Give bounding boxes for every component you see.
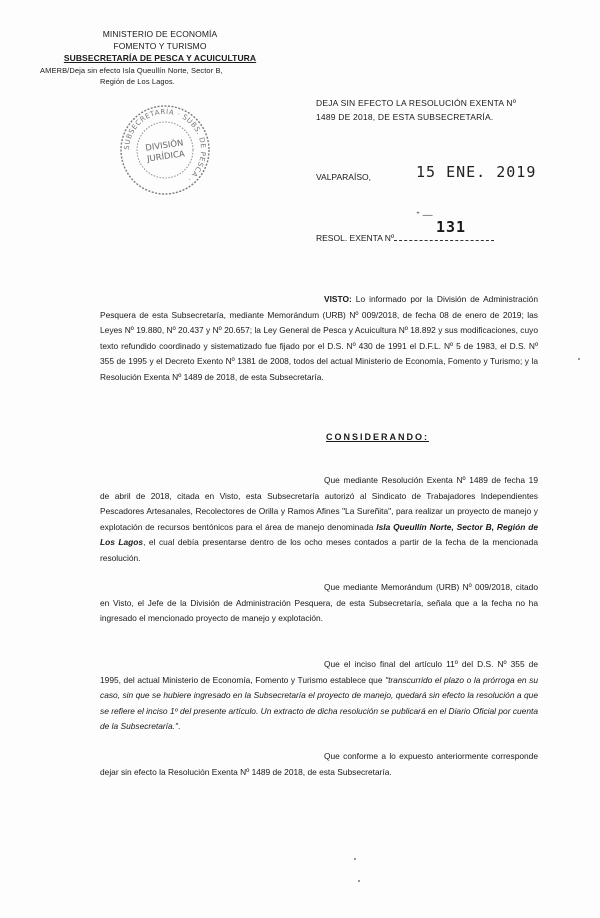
considerando-paragraph-1 bbox=[100, 473, 538, 566]
scan-speck bbox=[358, 880, 360, 882]
p1-text-b: , el cual debía presentarse dentro de los ocho meses contados a partir de la fecha de la mencionada resolución. bbox=[100, 537, 538, 563]
p3-text-a: Que el inciso final del artículo 11º del D.S. Nº 355 de 1995, del actual Ministerio de Economía, Fomento y Turismo establece que bbox=[100, 659, 538, 685]
scan-speck bbox=[354, 858, 356, 860]
considerando-paragraph-3 bbox=[100, 657, 538, 735]
p1-text-a: Que mediante Resolución Exenta Nº 1489 de fecha 19 de abril de 2018, citada en Visto, esta Subsecretaría autorizó al Sindicato de Trabajadores Independientes Pescadores Artesanales, Recolectores de Orilla y Ramos Afines "La Sureñita", para realizar un proyecto de manejo y explotación de recursos bentónicos para el área de manejo denominada bbox=[100, 475, 538, 532]
reference-region: Región de Los Lagos. bbox=[100, 77, 175, 86]
seal-center-line1: DIVISIÓN bbox=[144, 138, 185, 154]
considerando-heading: CONSIDERANDO: bbox=[326, 432, 430, 442]
letterhead bbox=[40, 28, 280, 87]
p1-area-name: Isla Queullín Norte, Sector B, Región de Los Lagos bbox=[100, 521, 538, 547]
p2-text: Que mediante Memorándum (URB) Nº 009/2018, citado en Visto, el Jefe de la División de Administración Pesquera, de esta Subsecretaría, señala que a la fecha no ha ingresado el mencionado proyecto de manejo y explotación. bbox=[100, 582, 538, 623]
p3-text-b: . bbox=[177, 721, 181, 731]
ministry-name: MINISTERIO DE ECONOMÍA bbox=[102, 29, 218, 39]
division-juridica-seal bbox=[118, 103, 212, 197]
date-stamp: 15 ENE. 2019 bbox=[416, 163, 537, 181]
p3-quote: "transcurrido el plazo o la prórroga en su caso, sin que se hubiere ingresado en la Subsecretaría el proyecto de manejo, quedará sin efecto la resolución a que se refiere el inciso 1º del presente artículo. Un extracto de dicha resolución se publicará en el Diario Oficial por cuenta de la Subsecretaría." bbox=[100, 674, 539, 731]
resolution-number: 131 bbox=[436, 218, 467, 236]
visto-label: VISTO: bbox=[324, 294, 352, 304]
visto-paragraph bbox=[100, 292, 538, 385]
considerando-paragraph-2 bbox=[100, 580, 538, 627]
seal-center-line2: JURÍDICA bbox=[146, 149, 186, 165]
considerando-paragraph-4 bbox=[100, 749, 538, 780]
subject-line-1: DEJA SIN EFECTO LA RESOLUCIÓN EXENTA Nº bbox=[316, 98, 517, 108]
resolution-mark: ᐩ — bbox=[416, 210, 433, 221]
subject-line-2: 1489 DE 2018, DE ESTA SUBSECRETARÍA. bbox=[316, 112, 494, 122]
scan-speck bbox=[578, 358, 580, 360]
p4-text: Que conforme a lo expuesto anteriormente corresponde dejar sin efecto la Resolución Exenta Nº 1489 de 2018, de esta Subsecretaría. bbox=[100, 751, 538, 777]
resolution-label-line bbox=[316, 232, 494, 243]
subsecretaria-name: SUBSECRETARÍA DE PESCA Y ACUICULTURA bbox=[63, 53, 257, 63]
city-label: VALPARAÍSO, bbox=[316, 172, 371, 182]
seal-ring-text: SUBSECRETARÍA · SUBS. DE PESCA · bbox=[122, 107, 208, 184]
resolution-label: RESOL. EXENTA Nº bbox=[316, 233, 395, 243]
ministry-name-2: FOMENTO Y TURISMO bbox=[113, 41, 207, 51]
document-subject bbox=[316, 96, 566, 124]
visto-text: Lo informado por la División de Administración Pesquera de esta Subsecretaría, mediante Memorándum (URB) Nº 009/2018, de fecha 08 de enero de 2019; las Leyes Nº 19.880, Nº 20.437 y Nº 20.657; la Ley General de Pesca y Acuicultura Nº 18.892 y sus modificaciones, cuyo texto refundido coordinado y sistematizado fue fijado por el D.S. Nº 430 de 1991 el D.F.L. Nº 5 de 1983, el D.S. Nº 355 de 1995 y el Decreto Exento Nº 1381 de 2008, todos del actual Ministerio de Economía, Fomento y Turismo; y la Resolución Exenta Nº 1489 de 2018, de esta Subsecretaría. bbox=[100, 294, 538, 382]
reference-code: AMERB/Deja sin efecto Isla Queullín Norte, Sector B, bbox=[40, 66, 223, 75]
